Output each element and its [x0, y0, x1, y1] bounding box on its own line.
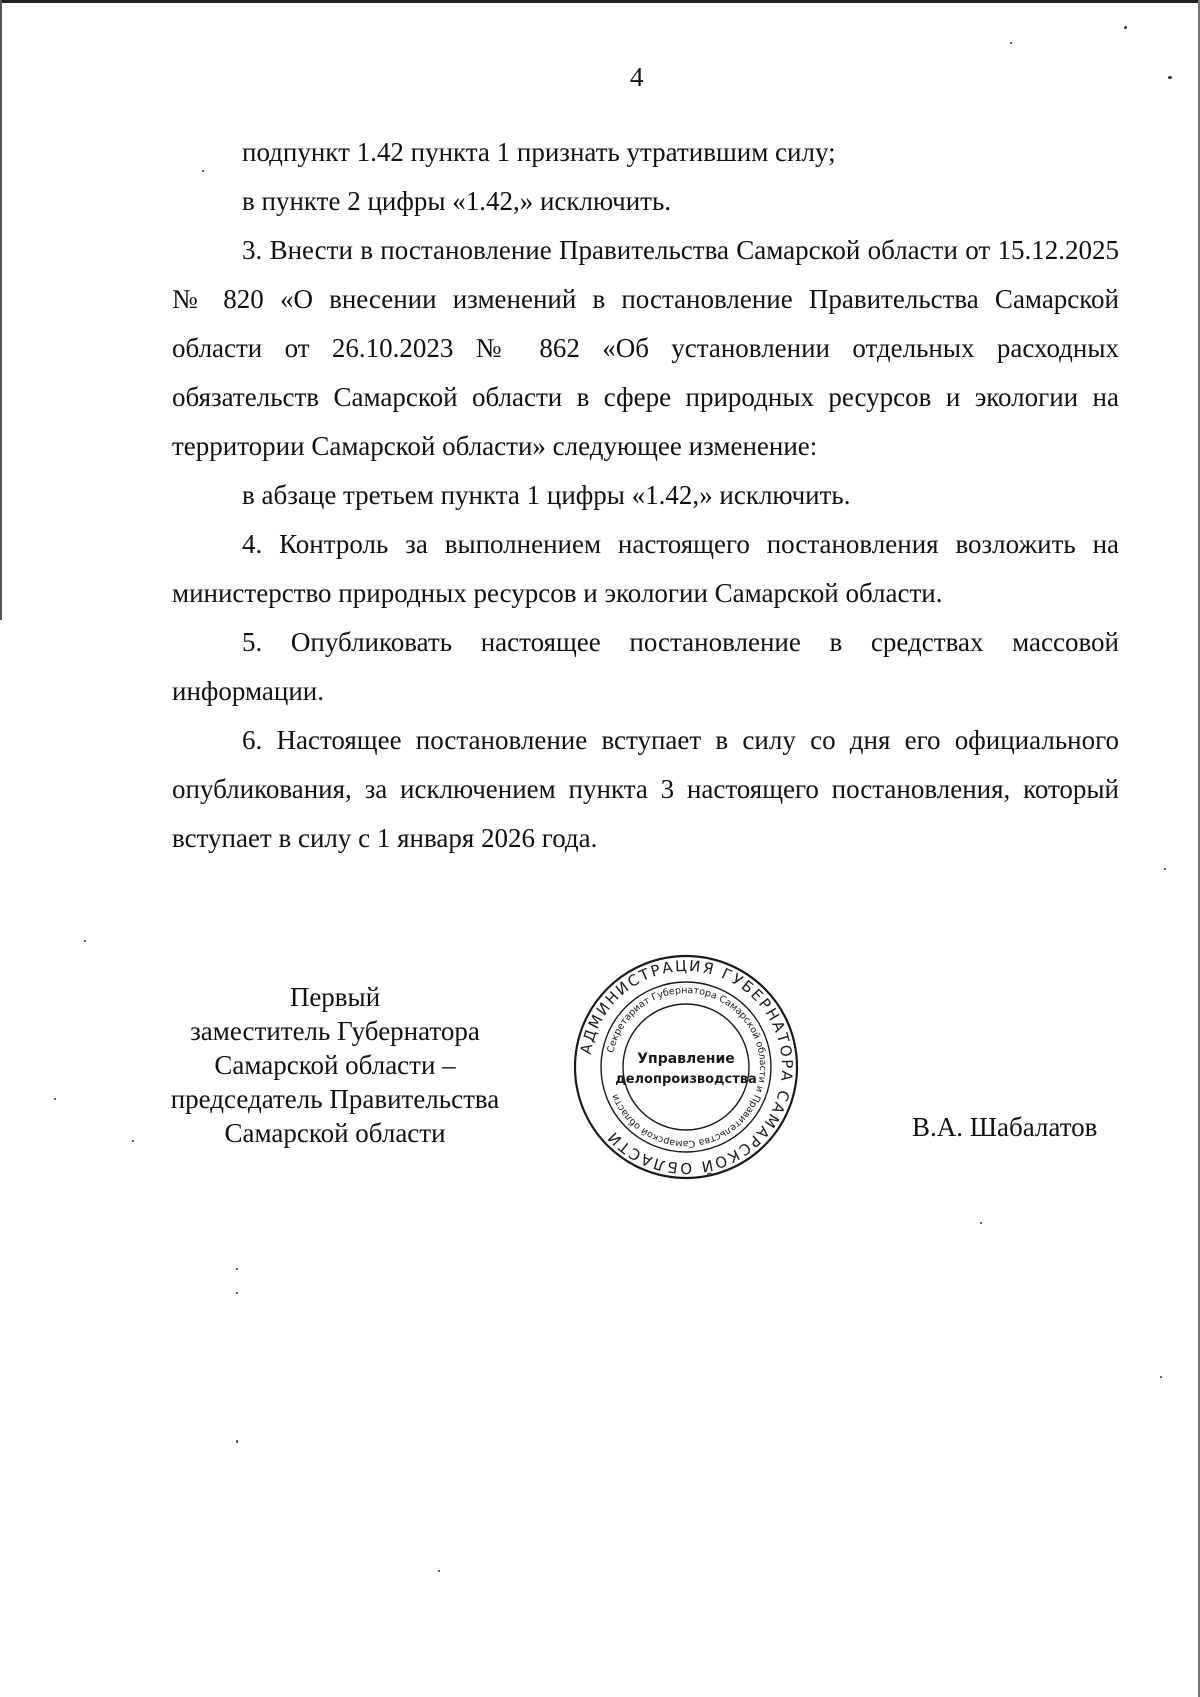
position-line: председатель Правительства [170, 1084, 500, 1114]
scan-speck [132, 1140, 134, 1142]
scan-speck [236, 1292, 238, 1294]
paragraph: 4. Контроль за выполнением настоящего постановления возложить на министерство природных ресурсов и экологии Самарской области. [172, 529, 1119, 608]
official-seal [572, 953, 800, 1181]
seal-center-line-1: Управление [637, 1051, 735, 1067]
scan-speck [438, 1570, 440, 1572]
scan-speck [1010, 42, 1012, 44]
seal-inner-circle [623, 1004, 749, 1130]
document-body [172, 128, 1119, 863]
paragraph: 5. Опубликовать настоящее постановление в средствах массовой информации. [172, 627, 1119, 706]
paragraph: подпункт 1.42 пункта 1 признать утратившим силу; [242, 137, 836, 167]
paragraph: 3. Внести в постановление Правительства Самарской области от 15.12.2025 № 820 «О внесении изменений в постановление Правительства Самарской области от 26.10.2023 № 862 «Об установлении отдельных расходных обязательств Самарской области в сфере природных ресурсов и экологии на территории Самарской области» следующее изменение: [172, 235, 1119, 461]
scan-speck [1160, 1376, 1162, 1378]
seal-outer-text: АДМИНИСТРАЦИЯ ГУБЕРНАТОРА САМАРСКОЙ ОБЛАСТИ [576, 956, 797, 1178]
scan-speck [84, 940, 86, 942]
scan-speck [1124, 26, 1127, 29]
scan-speck [54, 1098, 56, 1100]
scan-top-border [0, 0, 1200, 3]
paragraph: в абзаце третьем пункта 1 цифры «1.42,» исключить. [242, 480, 851, 510]
scan-speck [202, 170, 204, 172]
seal-graphic [572, 953, 800, 1181]
signatory-name: В.А. Шабалатов [912, 1112, 1098, 1142]
scan-speck [980, 1222, 982, 1224]
paragraph: 6. Настоящее постановление вступает в силу со дня его официального опубликования, за исключением пункта 3 настоящего постановления, который вступает в силу с 1 января 2026 года. [172, 725, 1119, 853]
scan-speck [1164, 868, 1166, 870]
position-line: Самарской области [224, 1118, 446, 1148]
position-line: заместитель Губернатора [190, 1016, 480, 1046]
scan-left-edge [0, 0, 2, 620]
position-line: Первый [289, 982, 381, 1012]
scan-speck [236, 1440, 238, 1443]
scan-speck [1168, 76, 1172, 79]
seal-inner-text: Секретариат Губернатора Самарской области и Правительства Самарской области [605, 984, 769, 1150]
scan-speck [236, 1268, 238, 1270]
paragraph: в пункте 2 цифры «1.42,» исключить. [242, 186, 672, 216]
position-line: Самарской области – [214, 1050, 456, 1080]
seal-center-line-2: делопроизводства [615, 1072, 757, 1087]
signatory-position [150, 980, 520, 1150]
page-number: 4 [630, 62, 644, 92]
seal-middle-circle [601, 982, 771, 1152]
